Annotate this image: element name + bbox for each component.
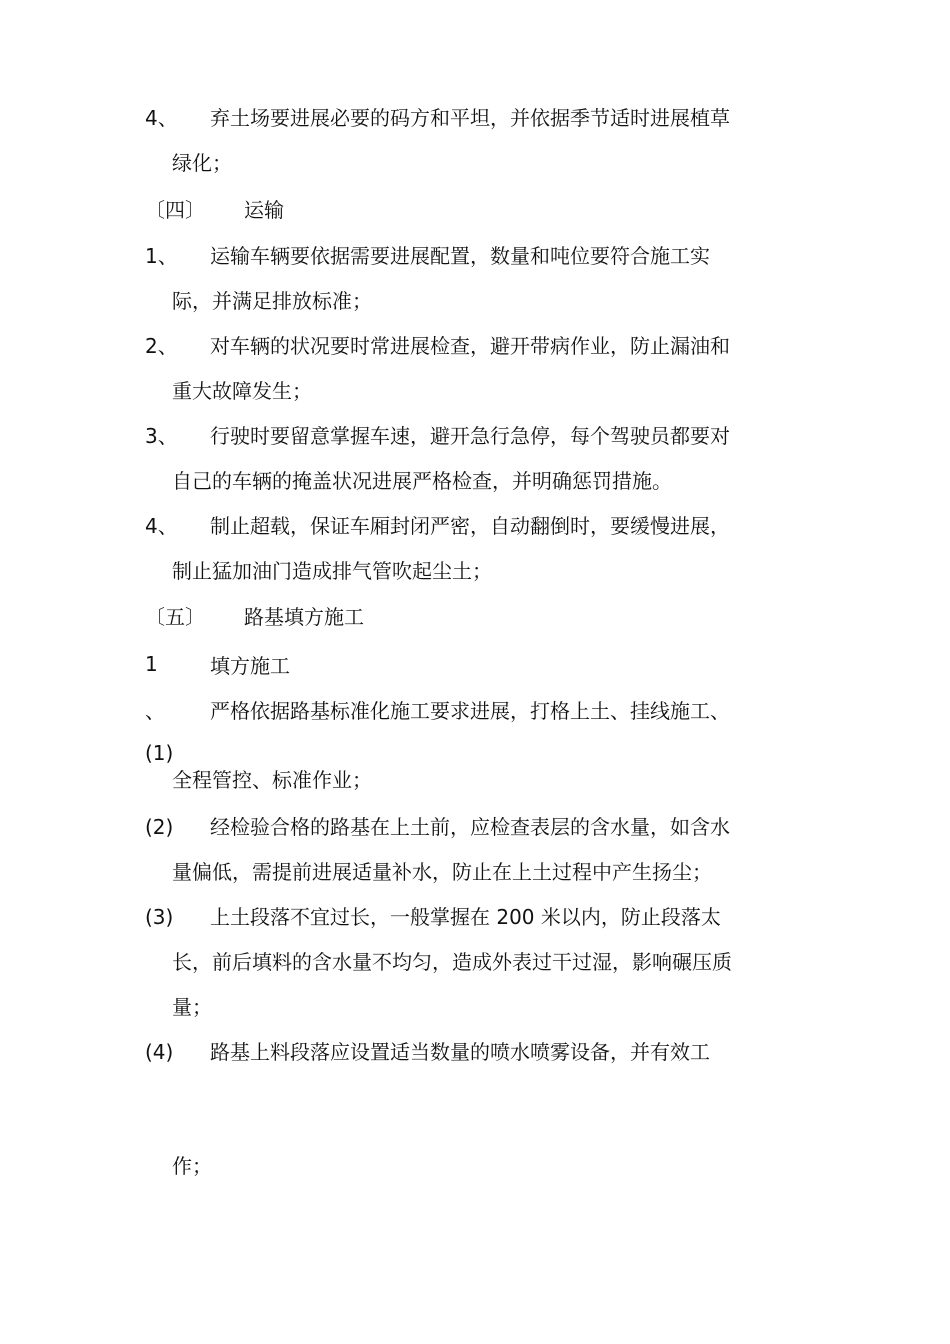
paragraph-line: 路基上料段落应设置适当数量的喷水喷雾设备，并有效工 <box>210 1040 710 1064</box>
list-number: 2、 <box>145 334 178 358</box>
paragraph-line: 自己的车辆的掩盖状况进展严格检查，并明确惩罚措施。 <box>172 469 672 493</box>
section-heading: 运输 <box>244 198 284 222</box>
paragraph-line: 运输车辆要依据需要进展配置，数量和吨位要符合施工实 <box>210 244 710 268</box>
list-number: (4) <box>145 1040 174 1064</box>
list-number: (2) <box>145 815 174 839</box>
paragraph-line: 际，并满足排放标准； <box>172 289 372 313</box>
section-number: 〔五〕 <box>145 605 205 629</box>
paragraph-line: 制止猛加油门造成排气管吹起尘土； <box>172 559 492 583</box>
list-number: 、 <box>145 699 165 723</box>
paragraph-line: 作； <box>172 1154 212 1178</box>
paragraph-line: 量偏低，需提前进展适量补水，防止在上土过程中产生扬尘； <box>172 860 712 884</box>
paragraph-line: 制止超载，保证车厢封闭严密，自动翻倒时，要缓慢进展， <box>210 514 730 538</box>
list-number: 4、 <box>145 106 178 130</box>
section-number: 〔四〕 <box>145 198 205 222</box>
paragraph-line: 弃土场要进展必要的码方和平坦，并依据季节适时进展植草 <box>210 106 730 130</box>
paragraph-line: 长，前后填料的含水量不均匀，造成外表过干过湿，影响碾压质 <box>172 950 732 974</box>
paragraph-line: 行驶时要留意掌握车速，避开急行急停，每个驾驶员都要对 <box>210 424 730 448</box>
paragraph-line: 经检验合格的路基在上土前，应检查表层的含水量，如含水 <box>210 815 730 839</box>
paragraph-line: 严格依据路基标准化施工要求进展，打格上土、挂线施工、 <box>210 699 730 723</box>
list-number: 1 <box>145 652 158 676</box>
paragraph-line: 重大故障发生； <box>172 379 312 403</box>
list-number: 4、 <box>145 514 178 538</box>
list-number: (1) <box>145 741 174 765</box>
paragraph-line: 全程管控、标准作业； <box>172 768 372 792</box>
section-heading: 路基填方施工 <box>244 605 364 629</box>
paragraph-line: 绿化； <box>172 151 232 175</box>
list-number: (3) <box>145 905 174 929</box>
paragraph-line: 量； <box>172 995 212 1019</box>
list-number: 1、 <box>145 244 178 268</box>
subsection-heading: 填方施工 <box>210 654 290 678</box>
paragraph-line: 上土段落不宜过长，一般掌握在 200 米以内，防止段落太 <box>210 905 721 929</box>
paragraph-line: 对车辆的状况要时常进展检查，避开带病作业，防止漏油和 <box>210 334 730 358</box>
list-number: 3、 <box>145 424 178 448</box>
